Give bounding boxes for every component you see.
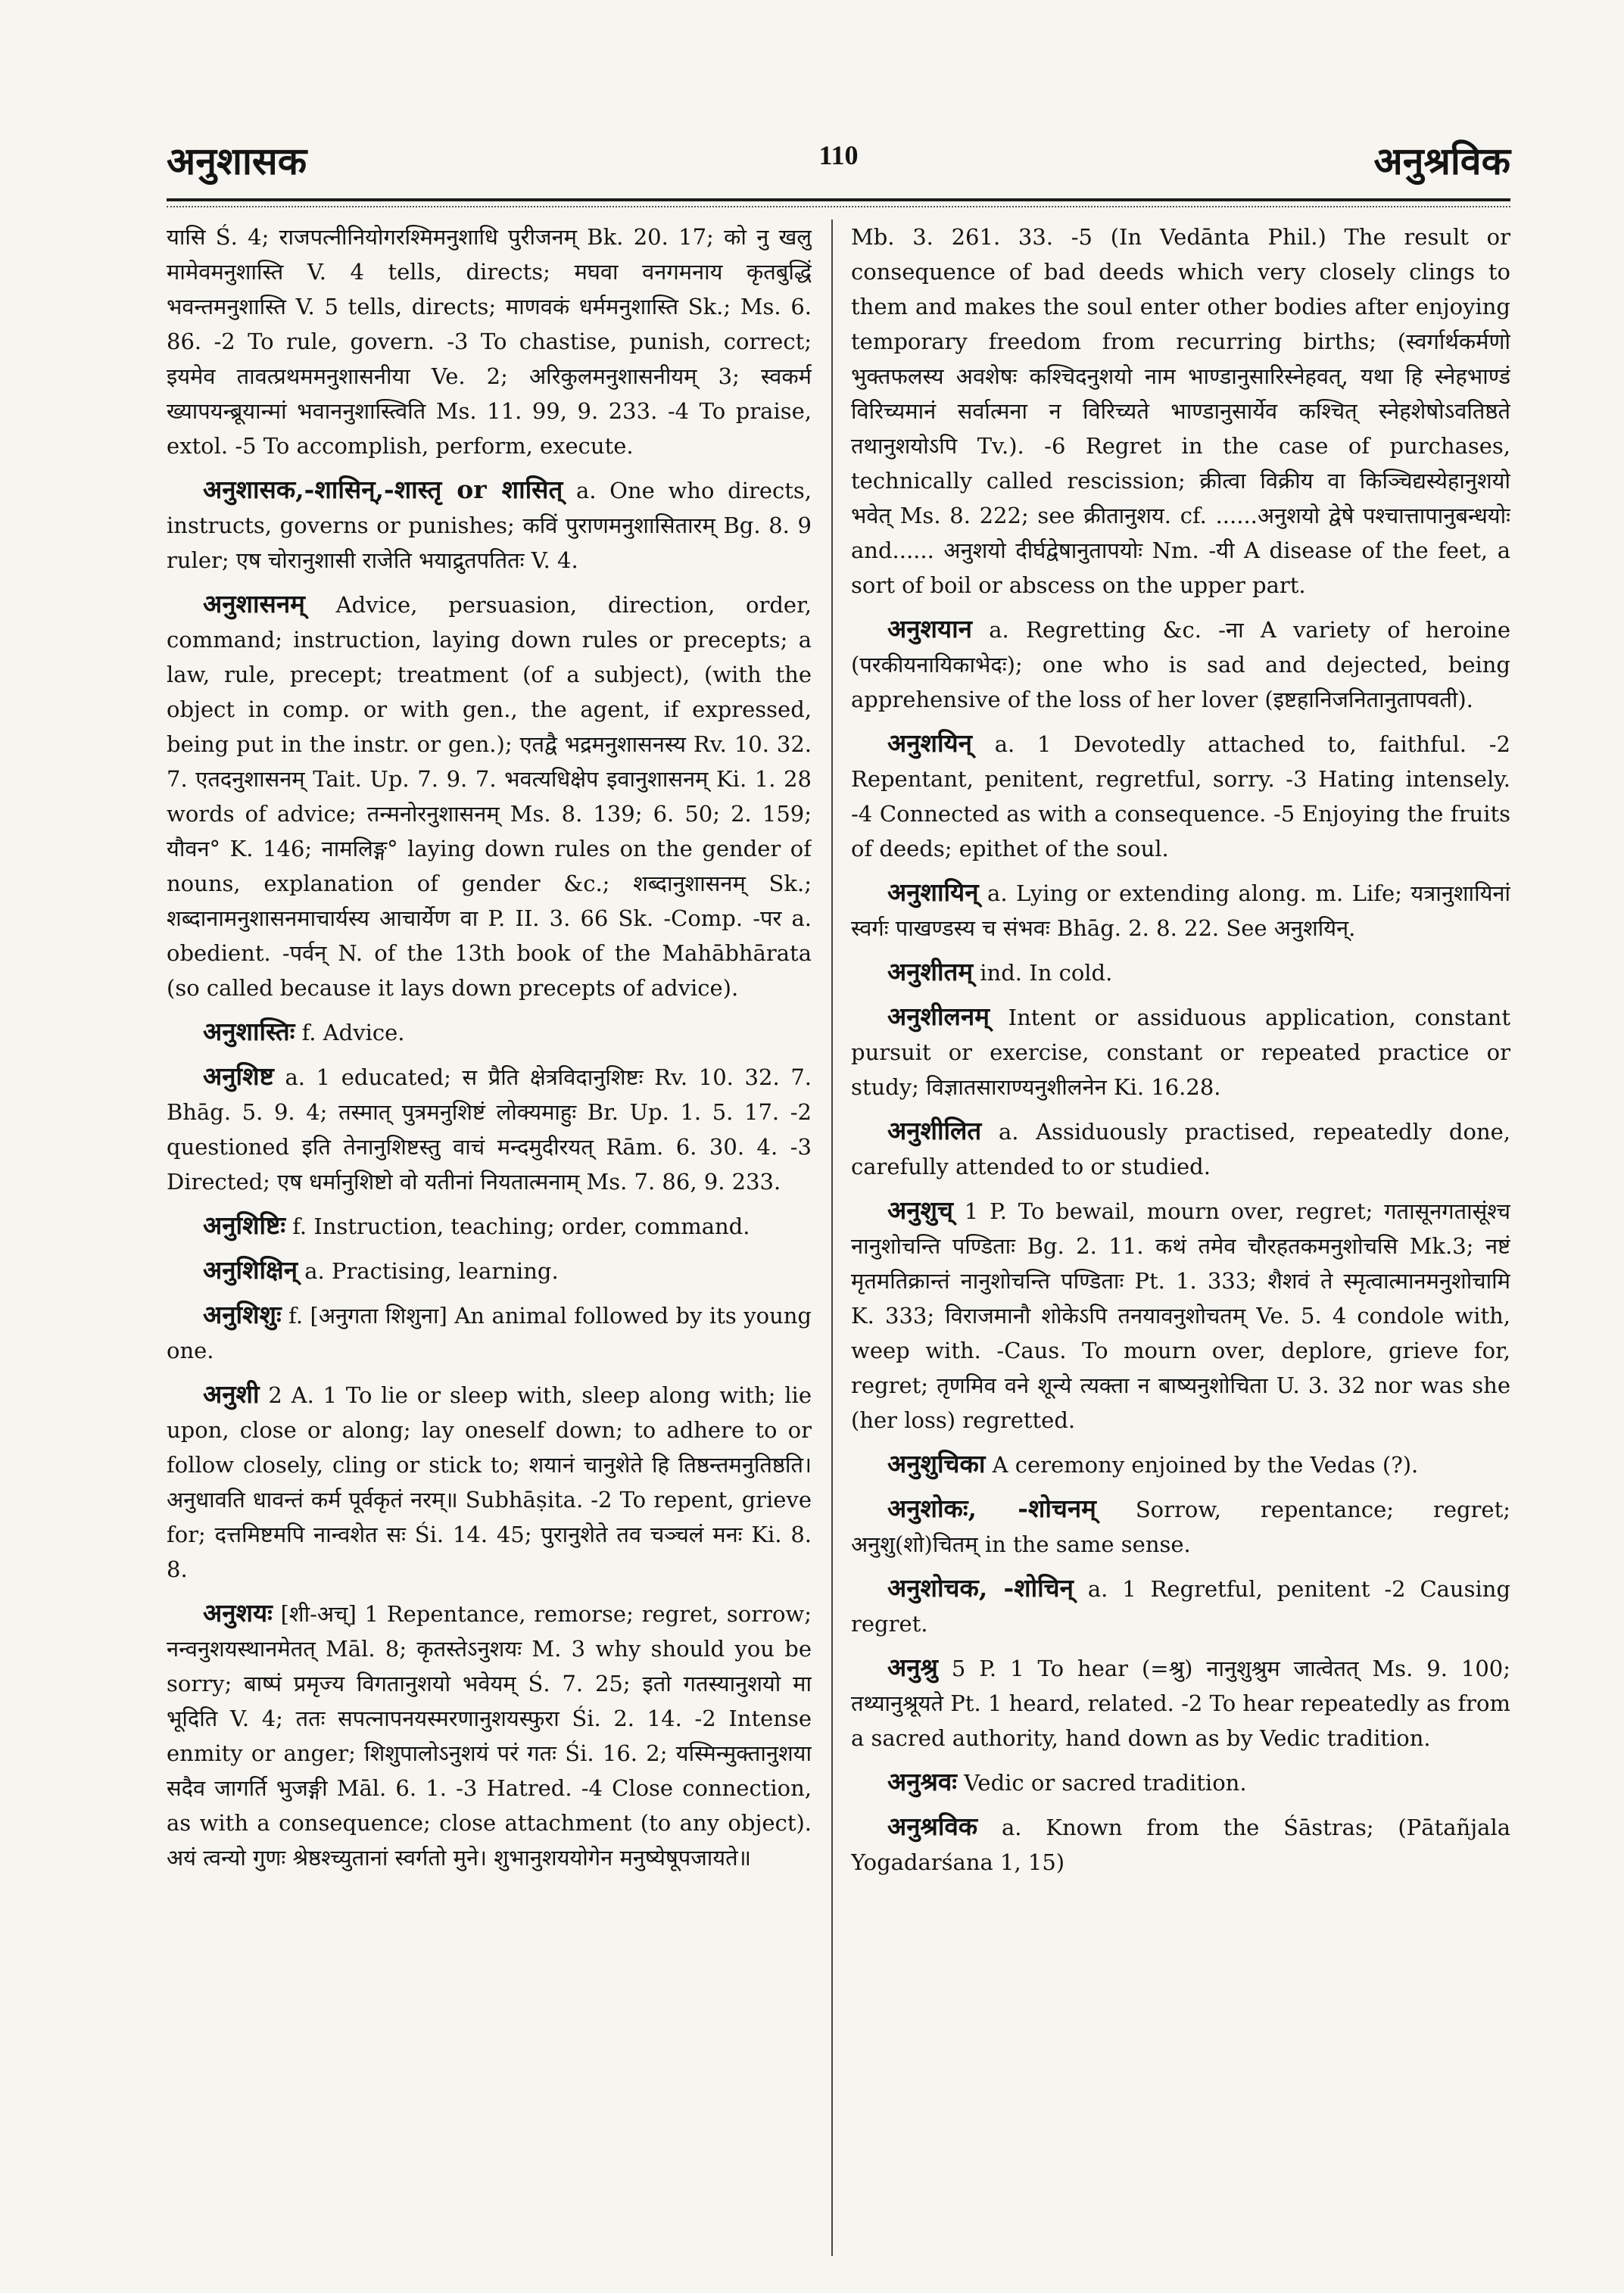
page-number: 110 [818, 140, 859, 170]
dictionary-entry [851, 726, 1510, 866]
entry-headword: अनुशुच् [887, 1195, 953, 1225]
dictionary-entry [851, 999, 1510, 1104]
dictionary-entry [851, 1114, 1510, 1184]
dictionary-entry [167, 1377, 812, 1587]
entry-headword: अनुश्रवः [887, 1767, 957, 1796]
entry-headword: अनुशयिन् [887, 728, 972, 758]
header-left-guide-word: अनुशासक [167, 139, 307, 183]
dictionary-entry [851, 955, 1510, 990]
header-rule [167, 198, 1510, 201]
dictionary-entry [167, 1253, 812, 1288]
entry-definition: a. 1 Regretful, penitent -2 Causing regret. [851, 1576, 1510, 1637]
dictionary-entry [851, 1447, 1510, 1482]
dictionary-entry [167, 587, 812, 1005]
entry-headword: अनुशी [203, 1379, 260, 1409]
entry-definition: Intent or assiduous application, constant pursuit or exercise, constant or repeated practice or study; विज्ञातसाराण्यनुशीलनेन Ki. 16.28. [851, 1005, 1510, 1100]
dictionary-entry [851, 875, 1510, 946]
entry-headword: अनुशास्तिः [203, 1017, 295, 1046]
dictionary-entry [167, 1298, 812, 1368]
entry-continuation [167, 220, 812, 463]
entry-headword: अनुशिक्षिन् [203, 1255, 298, 1285]
left-column [167, 220, 812, 2263]
dictionary-entry [851, 1650, 1510, 1756]
entry-headword: अनुशिष्टिः [203, 1210, 285, 1240]
dictionary-entry [851, 612, 1510, 717]
entry-definition: 2 A. 1 To lie or sleep with, sleep along with; lie upon, close or along; lay oneself down; to adhere to or follow closely, cling or stick to; शयानं चानुशेते हि तिष्ठन्तमनुतिष्ठति। अनुधावति धावन्तं कर्म पूर्वकृतं नरम्॥ Subhāṣita. -2 To repent, grieve for; दत्तमिष्टमपि नान्वशेत सः Śi. 14. 45; पुरानुशेते तव चञ्चलं मनः Ki. 8. 8. [167, 1382, 812, 1582]
dictionary-entry [851, 1809, 1510, 1880]
dictionary-entry [851, 1491, 1510, 1562]
dictionary-entry [851, 1765, 1510, 1800]
entry-definition: f. [अनुगता शिशुना] An animal followed by its young one. [167, 1303, 812, 1363]
entry-definition: 1 P. To bewail, mourn over, regret; गतासूनगतासूंश्च नानुशोचन्ति पण्डिताः Bg. 2. 11. कथं तमेव चौरहतकमनुशोचसि Mk.3; नष्टं मृतमतिक्रान्तं नानुशोचन्ति पण्डिताः Pt. 1. 333; शैशवं ते स्मृत्वात्मानमनुशोचामि K. 333; विराजमानौ शोकेऽपि तनयावनुशोचतम् Ve. 5. 4 condole with, weep with. -Caus. To mourn over, deplore, grieve for, regret; तृणमिव वने शून्ये त्यक्ता न बाष्यनुशोचिता U. 3. 32 nor was she (her loss) regretted. [851, 1198, 1510, 1433]
dictionary-entry [167, 1014, 812, 1050]
entry-headword: अनुशोचक, -शोचिन् [887, 1573, 1074, 1603]
dictionary-entry [167, 1059, 812, 1199]
entry-definition: f. Advice. [301, 1020, 405, 1045]
entry-headword: अनुशीलित [887, 1116, 982, 1145]
column-divider [831, 220, 833, 2256]
page-header [167, 135, 1510, 195]
entry-headword: अनुश्रु [887, 1653, 938, 1682]
entry-definition: a. 1 Devotedly attached to, faithful. -2 Repentant, penitent, regretful, sorry. -3 Hating intensely. -4 Connected as with a consequence. -5 Enjoying the fruits of deeds; epithet of the soul. [851, 731, 1510, 861]
dictionary-entry [167, 472, 812, 578]
entry-definition: Advice, persuasion, direction, order, command; instruction, laying down rules or precepts; a law, rule, precept; treatment (of a subject), (with the object in comp. or with gen., the agent, if expressed, being put in the instr. or gen.); एतद्वै भद्रमनुशासनस्य Rv. 10. 32. 7. एतदनुशासनम् Tait. Up. 7. 9. 7. भवत्यधिक्षेप इवानुशासनम् Ki. 1. 28 words of advice; तन्मनोरनुशासनम् Ms. 8. 139; 6. 50; 2. 159; यौवन° K. 146; नामलिङ्ग° laying down rules on the gender of nouns, explanation of gender &c.; शब्दानुशासनम् Sk.; शब्दानामनुशासनमाचार्यस्य आचार्येण वा P. II. 3. 66 Sk. -Comp. -पर a. obedient. -पर्वन् N. of the 13th book of the Mahābhārata (so called because it lays down precepts of advice). [167, 592, 812, 1001]
entry-headword: अनुशीतम् [887, 957, 974, 986]
entry-headword: अनुशोकः, -शोचनम् [887, 1494, 1096, 1523]
entry-definition: Vedic or sacred tradition. [964, 1770, 1247, 1796]
entry-headword: अनुशासनम् [203, 589, 305, 618]
entry-definition: a. Regretting &c. -ना A variety of heroine (परकीयनायिकाभेदः); one who is sad and dejected, being apprehensive of the loss of her lover (इष्टहानिजनितानुतापवती). [851, 617, 1510, 712]
right-column [851, 220, 1510, 2263]
entry-definition: यासि Ś. 4; राजपत्नीनियोगरश्मिमनुशाधि पुरीजनम् Bk. 20. 17; को नु खलु मामेवमनुशास्ति V. 4 tells, directs; मघवा वनगमनाय कृतबुद्धिं भवन्तमनुशास्ति V. 5 tells, directs; माणवकं धर्ममनुशास्ति Sk.; Ms. 6. 86. -2 To rule, govern. -3 To chastise, punish, correct; इयमेव तावत्प्रथममनुशासनीया Ve. 2; अरिकुलमनुशासनीयम् 3; स्वकर्म ख्यापयन्ब्रूयान्मां भवाननुशास्त्विति Ms. 11. 99, 9. 233. -4 To praise, extol. -5 To accomplish, perform, execute. [167, 224, 812, 459]
entry-headword: अनुशयः [203, 1598, 273, 1628]
dictionary-entry [167, 1208, 812, 1244]
entry-continuation [851, 220, 1510, 603]
entry-definition: Mb. 3. 261. 33. -5 (In Vedānta Phil.) The result or consequence of bad deeds which very closely clings to them and makes the soul enter other bodies after enjoying temporary freedom from recurring births; (स्वर्गार्थकर्मणो भुक्तफलस्य अवशेषः कश्चिदनुशयो नाम भाण्डानुसारिस्नेहवत्, यथा हि स्नेहभाण्डं विरिच्यमानं सर्वात्मना न विरिच्यते भाण्डानुसार्येव कश्चित् स्नेहशेषोऽवतिष्ठते तथानुशयोऽपि Tv.). -6 Regret in the case of purchases, technically called rescission; क्रीत्वा विक्रीय वा किञ्चिद्यस्येहानुशयो भवेत् Ms. 8. 222; see क्रीतानुशय. cf. ......अनुशयो द्वेषे पश्चात्तापानुबन्धयोः and...... अनुशयो दीर्घद्वेषानुतापयोः Nm. -यी A disease of the feet, a sort of boil or abscess on the upper part. [851, 224, 1510, 598]
header-dotted-rule [167, 206, 1510, 207]
entry-definition: a. One who directs, instructs, governs or punishes; कविं पुराणमनुशासितारम् Bg. 8. 9 ruler; एष चोरानुशासी राजेति भयाद्रुतपतितः V. 4. [167, 478, 812, 573]
entry-definition: a. Known from the Śāstras; (Pātañjala Yogadarśana 1, 15) [851, 1815, 1510, 1875]
entry-definition: A ceremony enjoined by the Vedas (?). [992, 1452, 1419, 1478]
dictionary-entry [167, 1596, 812, 1875]
entry-headword: अनुशुचिका [887, 1449, 986, 1478]
entry-headword: अनुशीलनम् [887, 1002, 990, 1031]
entry-headword: अनुशिष्ट [203, 1061, 274, 1091]
entry-definition: [शी-अच्] 1 Repentance, remorse; regret, sorrow; नन्वनुशयस्थानमेतत् Māl. 8; कृतस्तेऽनुशयः M. 3 why should you be sorry; बाष्पं प्रमृज्य विगतानुशयो भवेयम् Ś. 7. 25; इतो गतस्यानुशयो मा भूदिति V. 4; ततः सपत्नापनयस्मरणानुशयस्फुरा Śi. 2. 14. -2 Intense enmity or anger; शिशुपालोऽनुशयं परं गतः Śi. 16. 2; यस्मिन्मुक्तानुशया सदैव जागर्ति भुजङ्गी Māl. 6. 1. -3 Hatred. -4 Close connection, as with a consequence; close attachment (to any object). अयं त्वन्यो गुणः श्रेष्ठश्च्युतानां स्वर्गतो मुने। शुभानुशययोगेन मनुष्येषूपजायते॥ [167, 1601, 812, 1871]
entry-definition: ind. In cold. [980, 960, 1113, 986]
entry-definition: a. Practising, learning. [304, 1258, 559, 1284]
entry-definition: a. 1 educated; स प्रैति क्षेत्रविदानुशिष्टः Rv. 10. 32. 7. Bhāg. 5. 9. 4; तस्मात् पुत्रमनुशिष्टं लोक्यमाहुः Br. Up. 1. 5. 17. -2 questioned इति तेनानुशिष्टस्तु वाचं मन्दमुदीरयत् Rām. 6. 30. 4. -3 Directed; एष धर्मानुशिष्टो वो यतीनां नियतात्मनाम् Ms. 7. 86, 9. 233. [167, 1064, 812, 1195]
entry-headword: अनुशासक,-शासिन्,-शास्तृ or शासित् [203, 475, 563, 504]
entry-definition: a. Assiduously practised, repeatedly done, carefully attended to or studied. [851, 1119, 1510, 1179]
dictionary-entry [851, 1571, 1510, 1641]
entry-headword: अनुशिशुः [203, 1300, 282, 1329]
entry-definition: 5 P. 1 To hear (=श्रु) नानुशुश्रुम जात्वेतत् Ms. 9. 100; तथ्यानुश्रूयते Pt. 1 heard, related. -2 To hear repeatedly as from a sacred authority, hand down as by Vedic tradition. [851, 1656, 1510, 1751]
dictionary-entry [851, 1193, 1510, 1438]
entry-definition: Sorrow, repentance; regret; अनुशु(शो)चितम् in the same sense. [851, 1497, 1510, 1557]
entry-definition: f. Instruction, teaching; order, command. [292, 1213, 750, 1239]
entry-headword: अनुशयान [887, 614, 972, 643]
entry-definition: a. Lying or extending along. m. Life; यत्रानुशायिनां स्वर्गः पाखण्डस्य च संभवः Bhāg. 2. 8. 22. See अनुशयिन्. [851, 880, 1510, 941]
header-right-guide-word: अनुश्रविक [1373, 139, 1510, 183]
entry-headword: अनुश्रविक [887, 1812, 978, 1841]
entry-headword: अनुशायिन् [887, 877, 979, 907]
